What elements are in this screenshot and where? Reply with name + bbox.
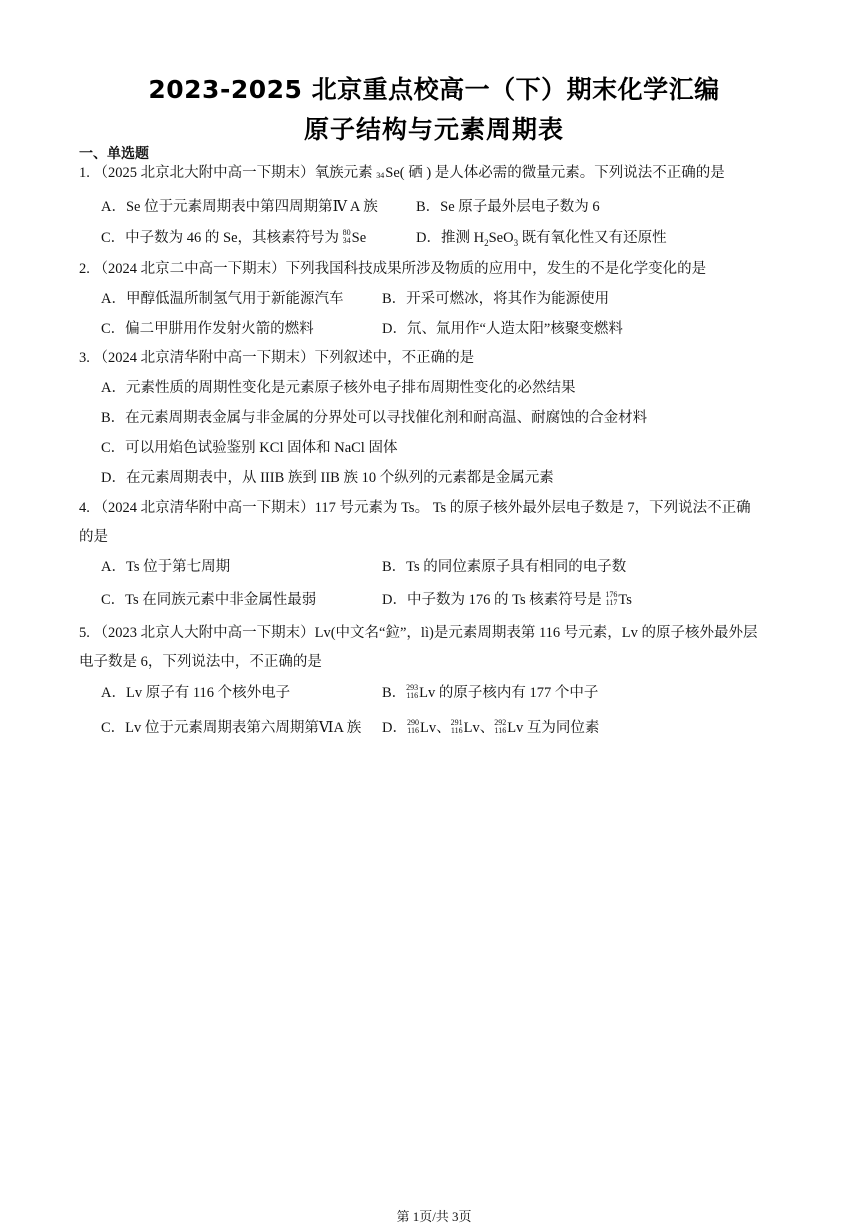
question-2-option-b: B．开采可燃冰，将其作为能源使用 xyxy=(382,291,610,307)
question-1-option-a: A．Se 位于元素周期表中第四周期第Ⅳ A 族 xyxy=(101,199,378,215)
question-4-option-d: D．中子数为 176 的 Ts 核素符号是 176 117 Ts xyxy=(382,589,632,608)
document-subtitle: 原子结构与元素周期表 xyxy=(303,115,564,144)
question-5-option-a: A．Lv 原子有 116 个核外电子 xyxy=(101,685,291,701)
isotope-ts-293: 176 117 Ts xyxy=(605,589,632,608)
question-5-stem-line1: 5. （2023 北京人大附中高一下期末）Lv(中文名“鉝”，lì)是元素周期表第 116 号元素，Lv 的原子核外最外层 xyxy=(79,625,758,641)
isotope-lv-291: 291 116 Lv xyxy=(450,717,480,736)
question-2-option-d: D．氘、氚用作“人造太阳”核聚变燃料 xyxy=(382,321,623,337)
question-4-stem-line2: 的是 xyxy=(79,529,108,545)
question-2-stem: 2. （2024 北京二中高一下期末）下列我国科技成果所涉及物质的应用中，发生的不是化学变化的是 xyxy=(79,261,707,277)
section-heading: 一、单选题 xyxy=(79,146,149,162)
isotope-se: 34 Se xyxy=(376,165,400,181)
question-3-option-b: B．在元素周期表金属与非金属的分界处可以寻找催化剂和耐高温、耐腐蚀的合金材料 xyxy=(101,410,648,426)
question-1-stem: 1. （2025 北京北大附中高一下期末）氧族元素 34 Se( 硒 ) 是人体必需的微量元素。下列说法不正确的是 xyxy=(79,158,799,188)
question-3-option-d: D．在元素周期表中，从 IIIB 族到 IIB 族 10 个纵列的元素都是金属元素 xyxy=(101,470,554,486)
isotope-se-80: 80 34 Se xyxy=(342,227,367,246)
question-4-option-a: A．Ts 位于第七周期 xyxy=(101,559,231,575)
question-4-option-b: B．Ts 的同位素原子具有相同的电子数 xyxy=(382,559,627,575)
question-1-option-c: C．中子数为 46 的 Se，其核素符号为 80 34 Se xyxy=(101,227,367,246)
document-title: 2023-2025 北京重点校高一（下）期末化学汇编 xyxy=(148,75,720,104)
question-1-option-b: B．Se 原子最外层电子数为 6 xyxy=(416,199,600,215)
question-3-option-a: A．元素性质的周期性变化是元素原子核外电子排布周期性变化的必然结果 xyxy=(101,380,576,396)
isotope-lv-292: 292 116 Lv xyxy=(494,717,524,736)
isotope-lv-293: 293 116 Lv xyxy=(406,682,436,701)
question-5-option-d: D． 290 116 Lv、 291 116 Lv、 292 116 Lv 互为同位素 xyxy=(382,717,600,736)
question-5-option-b: B． 293 116 Lv 的原子核内有 177 个中子 xyxy=(382,682,599,701)
question-4-option-c: C．Ts 在同族元素中非金属性最弱 xyxy=(101,592,317,608)
question-1-option-d: D．推测 $H_2SeO_3$ 既有氧化性又有还原性 xyxy=(416,230,667,248)
question-3-stem: 3. （2024 北京清华附中高一下期末）下列叙述中，不正确的是 xyxy=(79,350,475,366)
page-footer: 第 1页/共 3页 xyxy=(396,1209,472,1224)
question-3-option-c: C．可以用焰色试验鉴别 KCl 固体和 NaCl 固体 xyxy=(101,440,398,456)
isotope-lv-290: 290 116 Lv xyxy=(406,717,437,736)
question-2-option-c: C．偏二甲肼用作发射火箭的燃料 xyxy=(101,321,314,337)
question-2-option-a: A．甲醇低温所制氢气用于新能源汽车 xyxy=(101,291,344,307)
question-5-stem-line2: 电子数是 6，下列说法中，不正确的是 xyxy=(79,654,322,670)
question-5-option-c: C．Lv 位于元素周期表第六周期第ⅥA 族 xyxy=(101,720,362,736)
question-4-stem-line1: 4. （2024 北京清华附中高一下期末）117 号元素为 Ts。 Ts 的原子核外最外层电子数是 7，下列说法不正确 xyxy=(79,500,751,516)
